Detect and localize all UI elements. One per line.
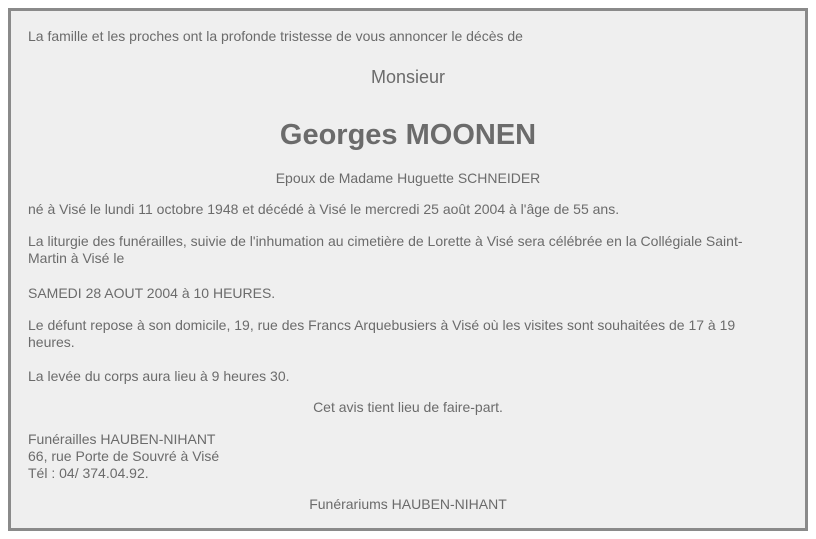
funeral-home-name: Funérailles HAUBEN-NIHANT [28,431,216,447]
liturgy-text: La liturgie des funérailles, suivie de l'inhumation au cimetière de Lorette à Visé sera célébrée en la Collégiale Saint-Martin à Visé le [28,233,743,266]
intro-text: La famille et les proches ont la profonde tristesse de vous annoncer le décès de [28,28,523,44]
funeral-home-block [28,431,773,482]
faire-part-text: Cet avis tient lieu de faire-part. [313,399,503,415]
civility-title: Monsieur [370,67,446,87]
obituary-notice [8,8,808,531]
funeral-home-phone: Tél : 04/ 374.04.92. [28,465,149,481]
deceased-name: Georges MOONEN [279,119,537,151]
funerarium-footer: Funérariums HAUBEN-NIHANT [309,496,507,512]
spouse-line: Epoux de Madame Huguette SCHNEIDER [275,170,541,186]
repose-text: Le défunt repose à son domicile, 19, rue des Francs Arquebusiers à Visé où les visites sont souhaitées de 17 à 19 heures. [28,317,736,350]
birth-death-text: né à Visé le lundi 11 octobre 1948 et décédé à Visé le mercredi 25 août 2004 à l'âge de 55 ans. [28,201,620,217]
funeral-home-address: 66, rue Porte de Souvré à Visé [28,448,220,464]
funeral-date: SAMEDI 28 AOUT 2004 à 10 HEURES. [28,285,276,301]
levee-text: La levée du corps aura lieu à 9 heures 30. [28,368,290,384]
